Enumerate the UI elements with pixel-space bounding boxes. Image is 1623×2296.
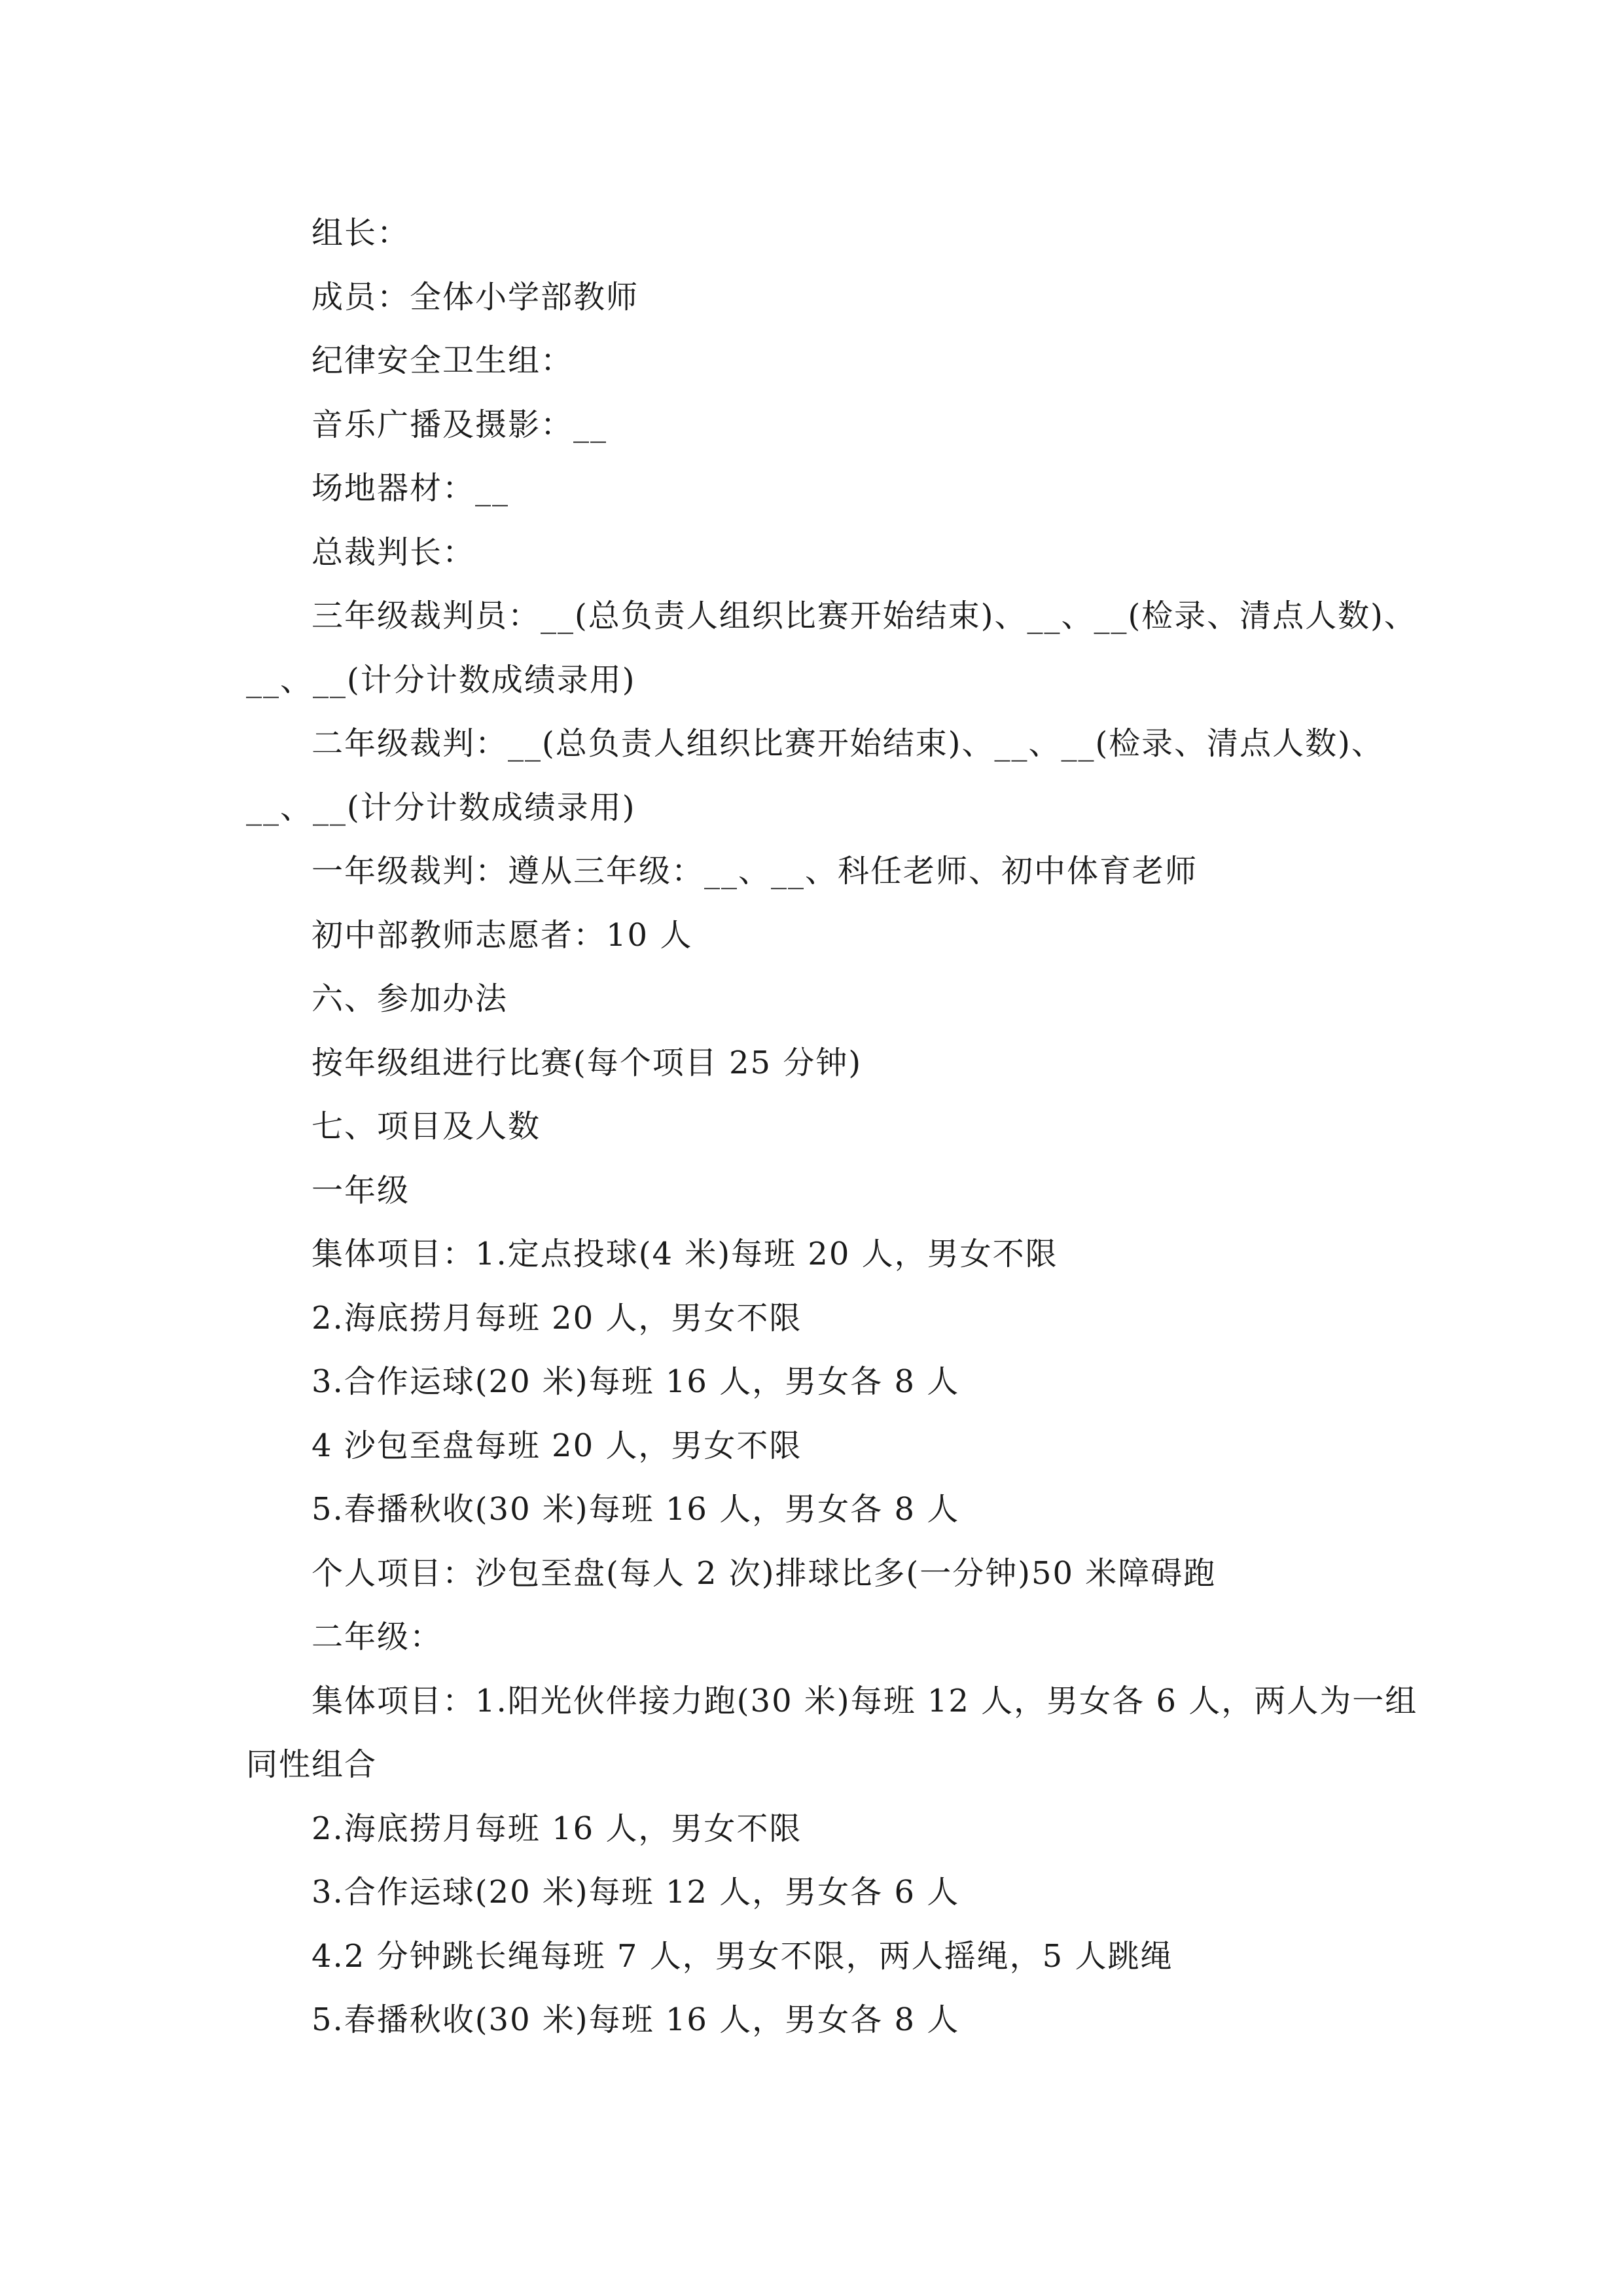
- text-line: 二年级裁判：__(总负责人组织比赛开始结束)、__、__(检录、清点人数)、: [312, 725, 1384, 762]
- section-heading: 六、参加办法: [312, 980, 508, 1017]
- grade-heading: 二年级：: [312, 1619, 443, 1655]
- text-line: 成员：全体小学部教师: [312, 278, 639, 315]
- section-heading: 七、项目及人数: [312, 1108, 541, 1145]
- text-line: 总裁判长：: [312, 533, 476, 571]
- text-line: 3.合作运球(20 米)每班 16 人，男女各 8 人: [312, 1363, 960, 1400]
- text-line: 按年级组进行比赛(每个项目 25 分钟): [312, 1044, 863, 1081]
- text-line: 集体项目：1.阳光伙伴接力跑(30 米)每班 12 人，男女各 6 人，两人为一组: [312, 1682, 1418, 1719]
- text-line: 组长：: [312, 215, 410, 251]
- text-line: 场地器材：__: [312, 470, 510, 507]
- text-line: 三年级裁判员：__(总负责人组织比赛开始结束)、__、__(检录、清点人数)、: [312, 598, 1417, 634]
- text-line: 2.海底捞月每班 16 人，男女不限: [312, 1810, 802, 1847]
- text-line: 集体项目：1.定点投球(4 米)每班 20 人，男女不限: [312, 1236, 1058, 1272]
- text-line: 2.海底捞月每班 20 人，男女不限: [312, 1299, 802, 1336]
- text-line: 5.春播秋收(30 米)每班 16 人，男女各 8 人: [312, 1491, 960, 1528]
- grade-heading: 一年级: [312, 1172, 410, 1209]
- text-line: 初中部教师志愿者：10 人: [312, 916, 693, 954]
- text-line: __、__(计分计数成绩录用): [246, 789, 636, 826]
- document-body: [246, 202, 1424, 2053]
- text-line: 3.合作运球(20 米)每班 12 人，男女各 6 人: [312, 1874, 960, 1910]
- text-line: 音乐广播及摄影：__: [312, 406, 608, 443]
- text-line: 同性组合: [246, 1746, 378, 1783]
- text-line: 个人项目：沙包至盘(每人 2 次)排球比多(一分钟)50 米障碍跑: [312, 1554, 1217, 1592]
- text-line: 4.2 分钟跳长绳每班 7 人，男女不限，两人摇绳，5 人跳绳: [312, 1937, 1173, 1975]
- text-line: 纪律安全卫生组：: [312, 342, 574, 379]
- text-line: 一年级裁判：遵从三年级：__、__、科任老师、初中体育老师: [312, 853, 1198, 889]
- text-line: __、__(计分计数成绩录用): [246, 661, 636, 698]
- text-line: 4 沙包至盘每班 20 人，男女不限: [312, 1427, 802, 1464]
- text-line: 5.春播秋收(30 米)每班 16 人，男女各 8 人: [312, 2001, 960, 2038]
